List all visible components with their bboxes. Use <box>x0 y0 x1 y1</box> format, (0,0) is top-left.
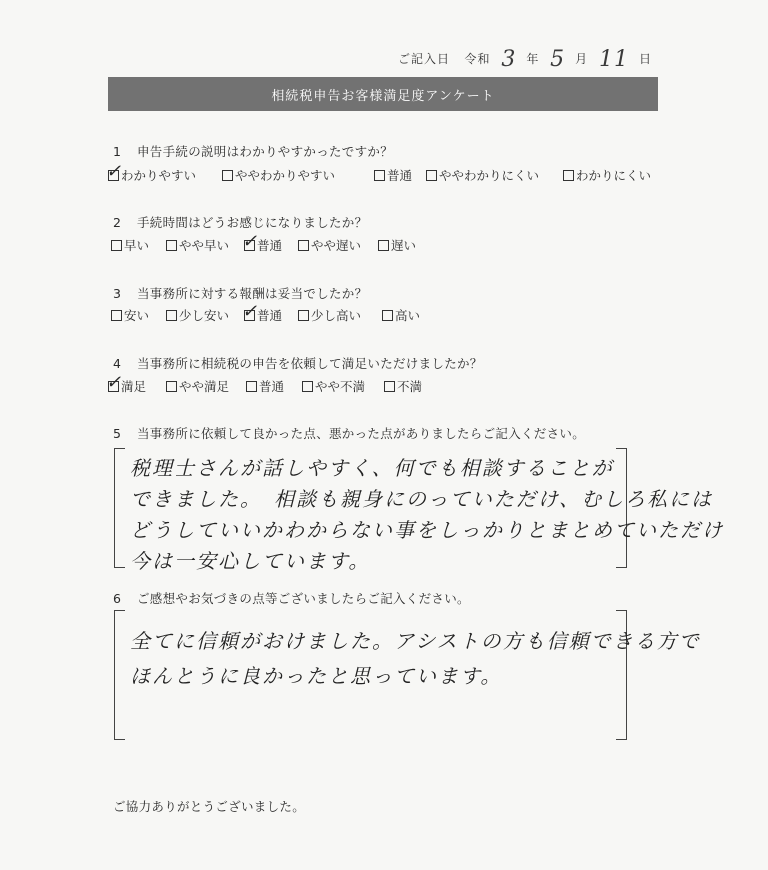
date-era: 令和 <box>464 52 491 66</box>
date-day: 11 <box>599 47 629 72</box>
question-4 <box>113 354 483 372</box>
question-1 <box>113 142 393 160</box>
question-number: 2 <box>113 215 122 230</box>
question-number: 4 <box>113 356 122 371</box>
answer-6-line: ほんとうに良かったと思っています。 <box>130 664 503 688</box>
date-month: 5 <box>550 47 566 72</box>
option-q3-4[interactable]: 高い <box>382 306 420 324</box>
survey-title: 相続税申告お客様満足度アンケート <box>271 88 495 104</box>
checkbox[interactable] <box>166 240 177 251</box>
question-number: 6 <box>113 591 122 606</box>
answer-5-line: 今は一安心しています。 <box>130 549 371 573</box>
answer-5-line: どうしていいかわからない事をしっかりとまとめていただけ <box>130 518 724 542</box>
question-text: 当事務所に相続税の申告を依頼して満足いただけましたか？ <box>137 356 483 371</box>
checkbox[interactable] <box>242 301 258 322</box>
option-q1-0[interactable]: ✓ わかりやすい <box>106 161 197 183</box>
checkbox[interactable] <box>298 240 309 251</box>
checkbox[interactable] <box>426 170 437 181</box>
check-mark-icon: ✓ <box>106 372 122 393</box>
option-q4-0[interactable]: ✓ 満足 <box>106 372 147 394</box>
date-year-unit: 年 <box>526 52 540 66</box>
option-q1-2[interactable]: 普通 <box>374 166 412 184</box>
option-q1-1[interactable]: ややわかりやすい <box>222 166 335 184</box>
checkbox[interactable] <box>382 310 393 321</box>
checkbox[interactable] <box>378 240 389 251</box>
option-q2-2[interactable]: ✓ 普通 <box>242 231 283 253</box>
check-mark-icon: ✓ <box>106 161 122 182</box>
check-mark-icon: ✓ <box>242 301 258 322</box>
question-3 <box>113 284 367 302</box>
option-q3-1[interactable]: 少し安い <box>166 306 229 324</box>
question-text: 当事務所に対する報酬は妥当でしたか？ <box>137 286 368 301</box>
question-2 <box>113 213 367 231</box>
checkbox[interactable] <box>111 240 122 251</box>
option-q1-4[interactable]: わかりにくい <box>563 166 651 184</box>
question-number: 1 <box>113 144 122 159</box>
option-q2-1[interactable]: やや早い <box>166 236 229 254</box>
checkbox[interactable] <box>563 170 574 181</box>
option-q3-2[interactable]: ✓ 普通 <box>242 301 283 323</box>
checkbox[interactable] <box>166 310 177 321</box>
question-5 <box>113 424 585 442</box>
answer-frame-left <box>114 610 125 740</box>
answer-5-line: できました。 相談も親身にのっていただけ、むしろ私には <box>130 487 713 511</box>
checkbox[interactable] <box>242 231 258 252</box>
option-q4-3[interactable]: やや不満 <box>302 377 365 395</box>
checkbox[interactable] <box>111 310 122 321</box>
checkbox[interactable] <box>166 381 177 392</box>
checkbox[interactable] <box>302 381 313 392</box>
checkbox[interactable] <box>384 381 395 392</box>
checkbox[interactable] <box>106 161 122 182</box>
option-q2-4[interactable]: 遅い <box>378 236 416 254</box>
question-text: ご感想やお気づきの点等ございましたらご記入ください。 <box>137 591 470 606</box>
question-number: 3 <box>113 286 122 301</box>
checkbox[interactable] <box>246 381 257 392</box>
checkbox[interactable] <box>106 372 122 393</box>
question-6 <box>113 589 470 607</box>
check-mark-icon: ✓ <box>242 231 258 252</box>
option-q4-4[interactable]: 不満 <box>384 377 422 395</box>
answer-frame-left <box>114 448 125 568</box>
closing-message: ご協力ありがとうございました。 <box>113 799 306 814</box>
date-day-unit: 日 <box>639 52 653 66</box>
question-number: 5 <box>113 426 122 441</box>
survey-title-banner <box>108 77 658 111</box>
answer-6-line: 全てに信頼がおけました。アシストの方も信頼できる方で <box>130 629 701 653</box>
option-q2-3[interactable]: やや遅い <box>298 236 361 254</box>
option-q3-0[interactable]: 安い <box>111 306 149 324</box>
question-text: 当事務所に依頼して良かった点、悪かった点がありましたらご記入ください。 <box>137 426 586 441</box>
date-month-unit: 月 <box>575 52 589 66</box>
date-year: 3 <box>501 47 517 72</box>
checkbox[interactable] <box>374 170 385 181</box>
checkbox[interactable] <box>298 310 309 321</box>
answer-5-line: 税理士さんが話しやすく、何でも相談することが <box>130 456 614 480</box>
option-q3-3[interactable]: 少し高い <box>298 306 361 324</box>
question-text: 手続時間はどうお感じになりましたか？ <box>137 215 368 230</box>
option-q4-1[interactable]: やや満足 <box>166 377 229 395</box>
checkbox[interactable] <box>222 170 233 181</box>
question-text: 申告手続の説明はわかりやすかったですか？ <box>137 144 394 159</box>
entry-date <box>398 44 653 72</box>
option-q2-0[interactable]: 早い <box>111 236 149 254</box>
date-label: ご記入日 <box>398 52 451 66</box>
option-q1-3[interactable]: ややわかりにくい <box>426 166 539 184</box>
option-q4-2[interactable]: 普通 <box>246 377 284 395</box>
